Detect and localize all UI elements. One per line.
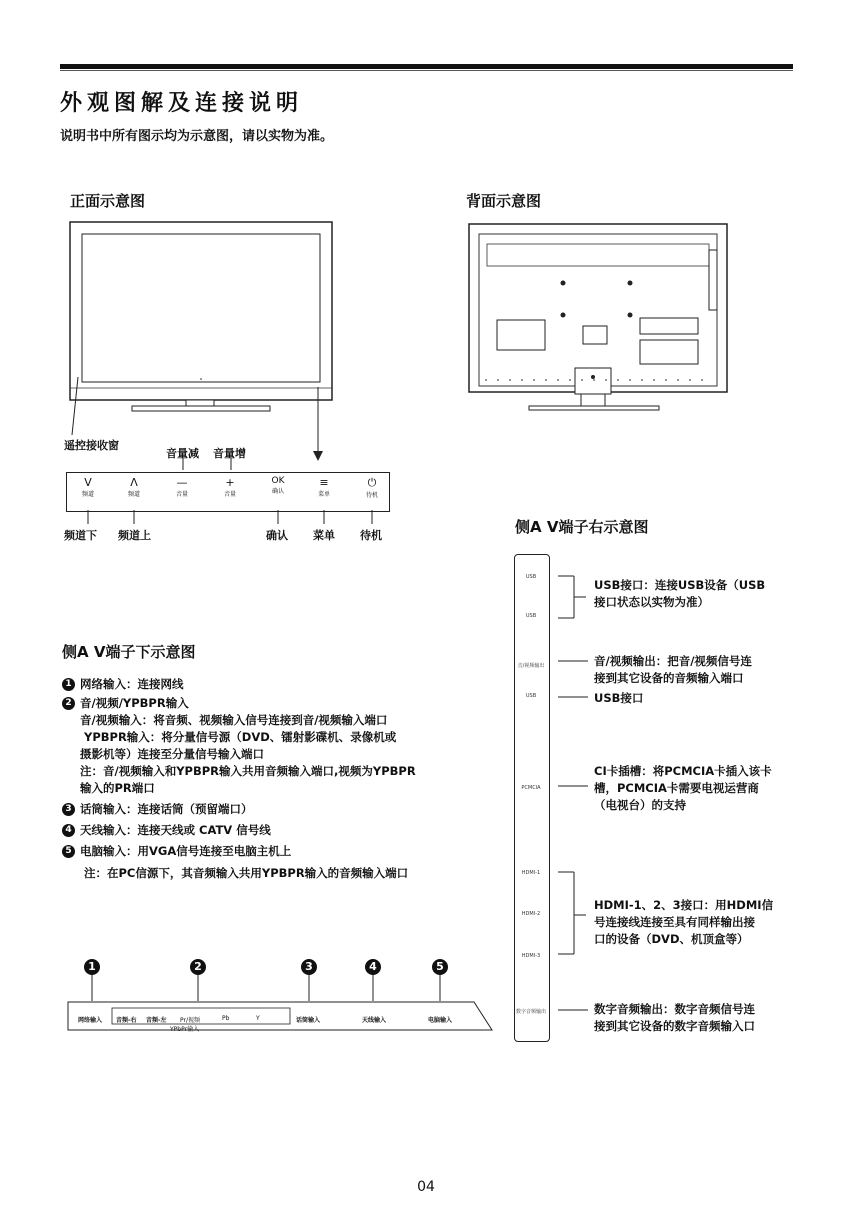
side-connector-lines — [550, 570, 600, 1020]
port-usb-2: USB — [525, 613, 537, 619]
ch-up-button[interactable]: Λ 频道 — [127, 476, 140, 498]
menu-button[interactable]: ≡ 菜单 — [317, 476, 330, 498]
panel-num-1: 1 — [84, 959, 100, 975]
panel-antenna: 天线输入 — [362, 1017, 387, 1024]
side-bottom-list — [62, 676, 482, 882]
menu-label: 菜单 — [313, 529, 335, 542]
page-title: 外观图解及连接说明 — [60, 91, 304, 116]
vol-down-label: 音量减 — [166, 447, 199, 460]
desc-av-out: 音/视频输出：把音/视频信号连 接到其它设备的音频输入端口 — [594, 654, 752, 685]
panel-pb: Pb — [222, 1015, 230, 1022]
page-number: 04 — [417, 1179, 435, 1195]
port-digital-audio: 数字音频输出 — [515, 1009, 546, 1015]
port-hdmi-2: HDMI-2 — [521, 911, 541, 917]
vol-pointers — [150, 458, 270, 472]
panel-audio-r: 音频-右 — [116, 1017, 137, 1024]
side-port-strip — [514, 554, 550, 1042]
desc-digital-audio: 数字音频输出：数字音频信号连 接到其它设备的数字音频输入口 — [594, 1002, 755, 1033]
side-right-heading: 侧A V端子右示意图 — [515, 518, 649, 536]
button-pointers — [66, 510, 396, 526]
port-hdmi-3: HDMI-3 — [521, 953, 541, 959]
port-pcmcia: PCMCIA — [521, 785, 541, 791]
list-item-1: 1 网络输入：连接网线 — [62, 676, 482, 693]
ch-down-button[interactable]: V 频道 — [81, 476, 94, 498]
page-subtitle: 说明书中所有图示均为示意图，请以实物为准。 — [60, 129, 334, 144]
port-av-out: 音/视频输出 — [517, 663, 545, 669]
desc-usb-3: USB接口 — [594, 691, 644, 705]
vol-up-label: 音量增 — [213, 447, 246, 460]
back-view-illustration — [465, 220, 735, 415]
list-item-2: 2 音/视频/YPBPR输入 音/视频输入：将音频、视频输入信号连接到音/视频输入端口 YPBPR输入：将分量信号源（DVD、镭射影碟机、录像机或 摄影机等）连接至分量信号输入端口 注：音/视频输入和YPBPR输入共用音频输入端口,视频为YPBPR 输入的PR端口 — [62, 695, 482, 797]
ok-button[interactable]: OK 确认 — [271, 476, 285, 495]
standby-button[interactable]: ⏻ 待机 — [365, 476, 378, 499]
desc-ci-slot: CI卡插槽：将PCMCIA卡插入该卡 槽，PCMCIA卡需要电视运营商 （电视台）的支持 — [594, 764, 772, 812]
top-rule — [60, 64, 793, 69]
panel-pr-video: Pr/视频 — [180, 1017, 201, 1024]
panel-mic: 话筒输入 — [296, 1017, 321, 1024]
front-view-heading: 正面示意图 — [70, 192, 146, 210]
ch-down-label: 频道下 — [64, 529, 97, 542]
standby-label: 待机 — [360, 529, 382, 542]
panel-pc: 电脑输入 — [428, 1017, 453, 1024]
side-bottom-heading: 侧A V端子下示意图 — [62, 643, 196, 661]
desc-hdmi: HDMI-1、2、3接口：用HDMI信 号连接线连接至具有同样输出接 口的设备（DVD、机顶盒等） — [594, 898, 774, 946]
top-rule-thin — [60, 70, 793, 71]
vol-down-button[interactable]: — 音量 — [175, 476, 188, 498]
panel-network: 网络输入 — [78, 1017, 103, 1024]
remote-sensor-label: 遥控接收窗 — [64, 439, 119, 452]
desc-usb: USB接口：连接USB设备（USB 接口状态以实物为准） — [594, 578, 766, 609]
list-item-4: 4 天线输入：连接天线或 CATV 信号线 — [62, 822, 482, 839]
panel-num-5: 5 — [432, 959, 448, 975]
panel-audio-l: 音频-左 — [146, 1017, 167, 1024]
panel-num-2: 2 — [190, 959, 206, 975]
panel-y: Y — [256, 1015, 260, 1022]
ch-up-label: 频道上 — [118, 529, 151, 542]
ok-label: 确认 — [266, 529, 288, 542]
panel-ypbpr: YPbPr输入 — [170, 1026, 200, 1033]
list-item-5: 5 电脑输入：用VGA信号连接至电脑主机上 注：在PC信源下，其音频输入共用YPBPR输入的音频输入端口 — [62, 843, 482, 882]
back-view-heading: 背面示意图 — [466, 192, 542, 210]
port-usb-3: USB — [525, 693, 537, 699]
port-hdmi-1: HDMI-1 — [521, 870, 541, 876]
panel-num-4: 4 — [365, 959, 381, 975]
panel-num-3: 3 — [301, 959, 317, 975]
vol-up-button[interactable]: + 音量 — [223, 476, 236, 498]
port-usb-1: USB — [525, 574, 537, 580]
list-item-3: 3 话筒输入：连接话筒（预留端口） — [62, 801, 482, 818]
